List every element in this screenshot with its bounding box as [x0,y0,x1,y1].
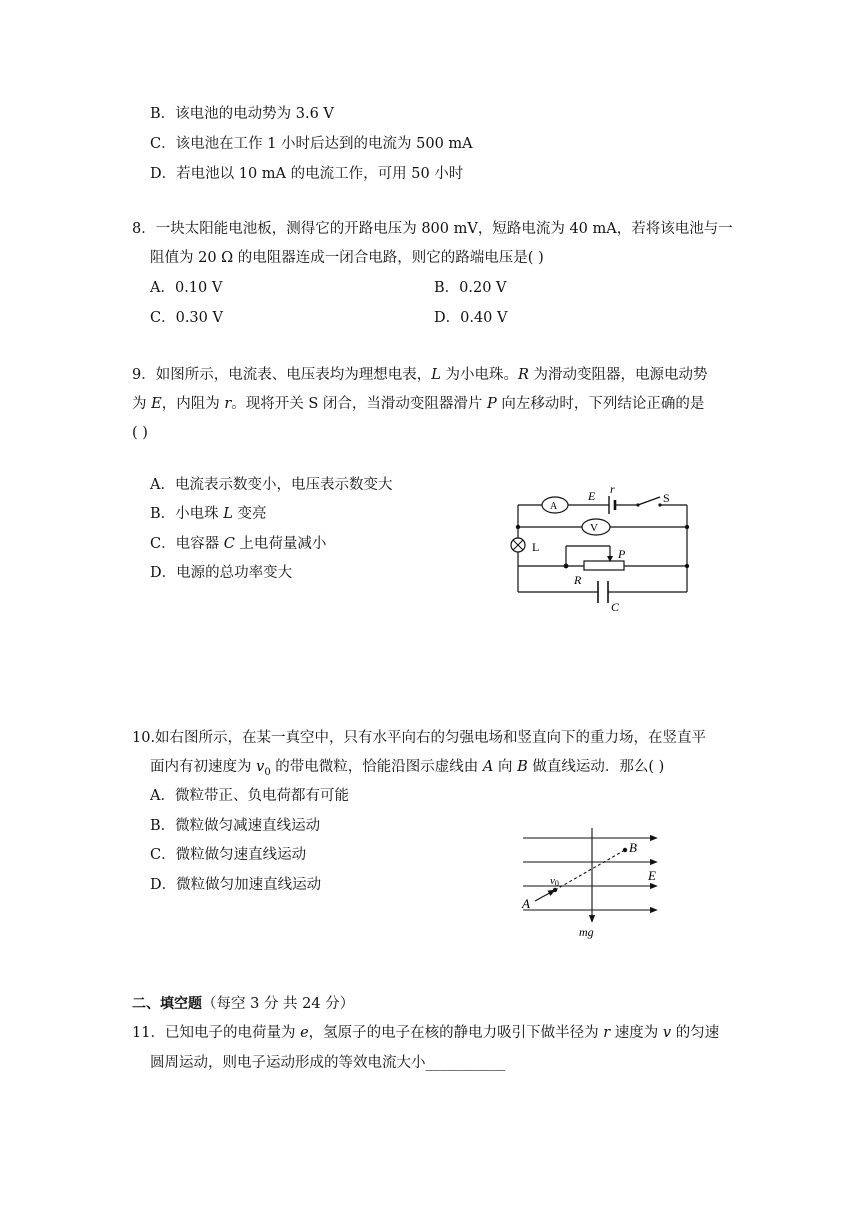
q8-option-a: A．0.10 V [150,280,223,296]
q9-stem-line1: 9．如图所示，电流表、电压表均为理想电表，L 为小电珠。R 为滑动变阻器，电源电动势 [132,367,708,383]
voltmeter-label: V [590,522,598,534]
rheostat-label: R [574,573,582,587]
q10-stem-line1: 10.如右图所示，在某一真空中，只有水平向右的匀强电场和竖直向下的重力场，在竖直平 [132,730,707,746]
slider-label: P [618,547,626,561]
lamp-label: L [532,540,540,554]
q9-option-d: D．电源的总功率变大 [150,565,293,581]
switch-label: S [663,491,670,505]
capacitor-label: C [611,600,620,614]
q10-option-a: A．微粒带正、负电荷都有可能 [150,788,349,804]
q9-stem-line3: ( ) [132,425,148,441]
point-a-label: A [522,896,530,911]
q10-option-c: C．微粒做匀速直线运动 [150,847,307,863]
velocity-label: v0 [550,875,559,888]
answer-blank[interactable]: ___________ [425,1055,506,1071]
section2-heading: 二、填空题（每空 3 分 共 24 分） [132,996,355,1012]
field-diagram [515,824,675,944]
q10-option-b: B．微粒做匀减速直线运动 [150,818,321,834]
q8-option-c: C．0.30 V [150,310,223,326]
q9-stem-line2: 为 E，内阻为 r。现将开关 S 闭合，当滑动变阻器滑片 P 向左移动时，下列结论正确的是 [132,396,705,412]
field-e-label: E [648,868,656,883]
circuit-diagram [500,480,710,620]
switch-icon [658,503,661,506]
emf-label: E [588,489,596,503]
q8-stem-line2: 阻值为 20 Ω 的电阻器连成一闭合电路，则它的路端电压是( ) [150,250,544,266]
q7-option-d: D．若电池以 10 mA 的电流工作，可用 50 小时 [150,166,464,182]
q7-option-b: B．该电池的电动势为 3.6 V [150,106,334,122]
q8-stem-line1: 8．一块太阳能电池板，测得它的开路电压为 800 mV，短路电流为 40 mA，若将该电池与一 [132,221,733,237]
q8-option-b: B．0.20 V [434,280,507,296]
q9-option-c: C．电容器 C 上电荷量减小 [150,536,327,552]
q10-option-d: D．微粒做匀加速直线运动 [150,877,322,893]
q9-option-b: B．小电珠 L 变亮 [150,506,267,522]
q11-stem-line2: 圆周运动，则电子运动形成的等效电流大小___________ [150,1055,506,1071]
q11-stem-line1: 11．已知电子的电荷量为 e，氢原子的电子在核的静电力吸引下做半径为 r 速度为 v 的匀速 [132,1025,720,1041]
point-b-label: B [629,840,637,855]
gravity-label: mg [579,925,594,939]
ammeter-label: A [550,501,558,512]
rheostat-icon [584,561,624,570]
q7-option-c: C．该电池在工作 1 小时后达到的电流为 500 mA [150,136,473,152]
q8-option-d: D．0.40 V [434,310,508,326]
q10-stem-line2: 面内有初速度为 $v_0$ 的带电微粒，恰能沿图示虚线由 A 向 B 做直线运动．那么( ) [150,759,665,778]
internal-resistance-label: r [610,482,615,496]
q9-option-a: A．电流表示数变小，电压表示数变大 [150,477,393,493]
